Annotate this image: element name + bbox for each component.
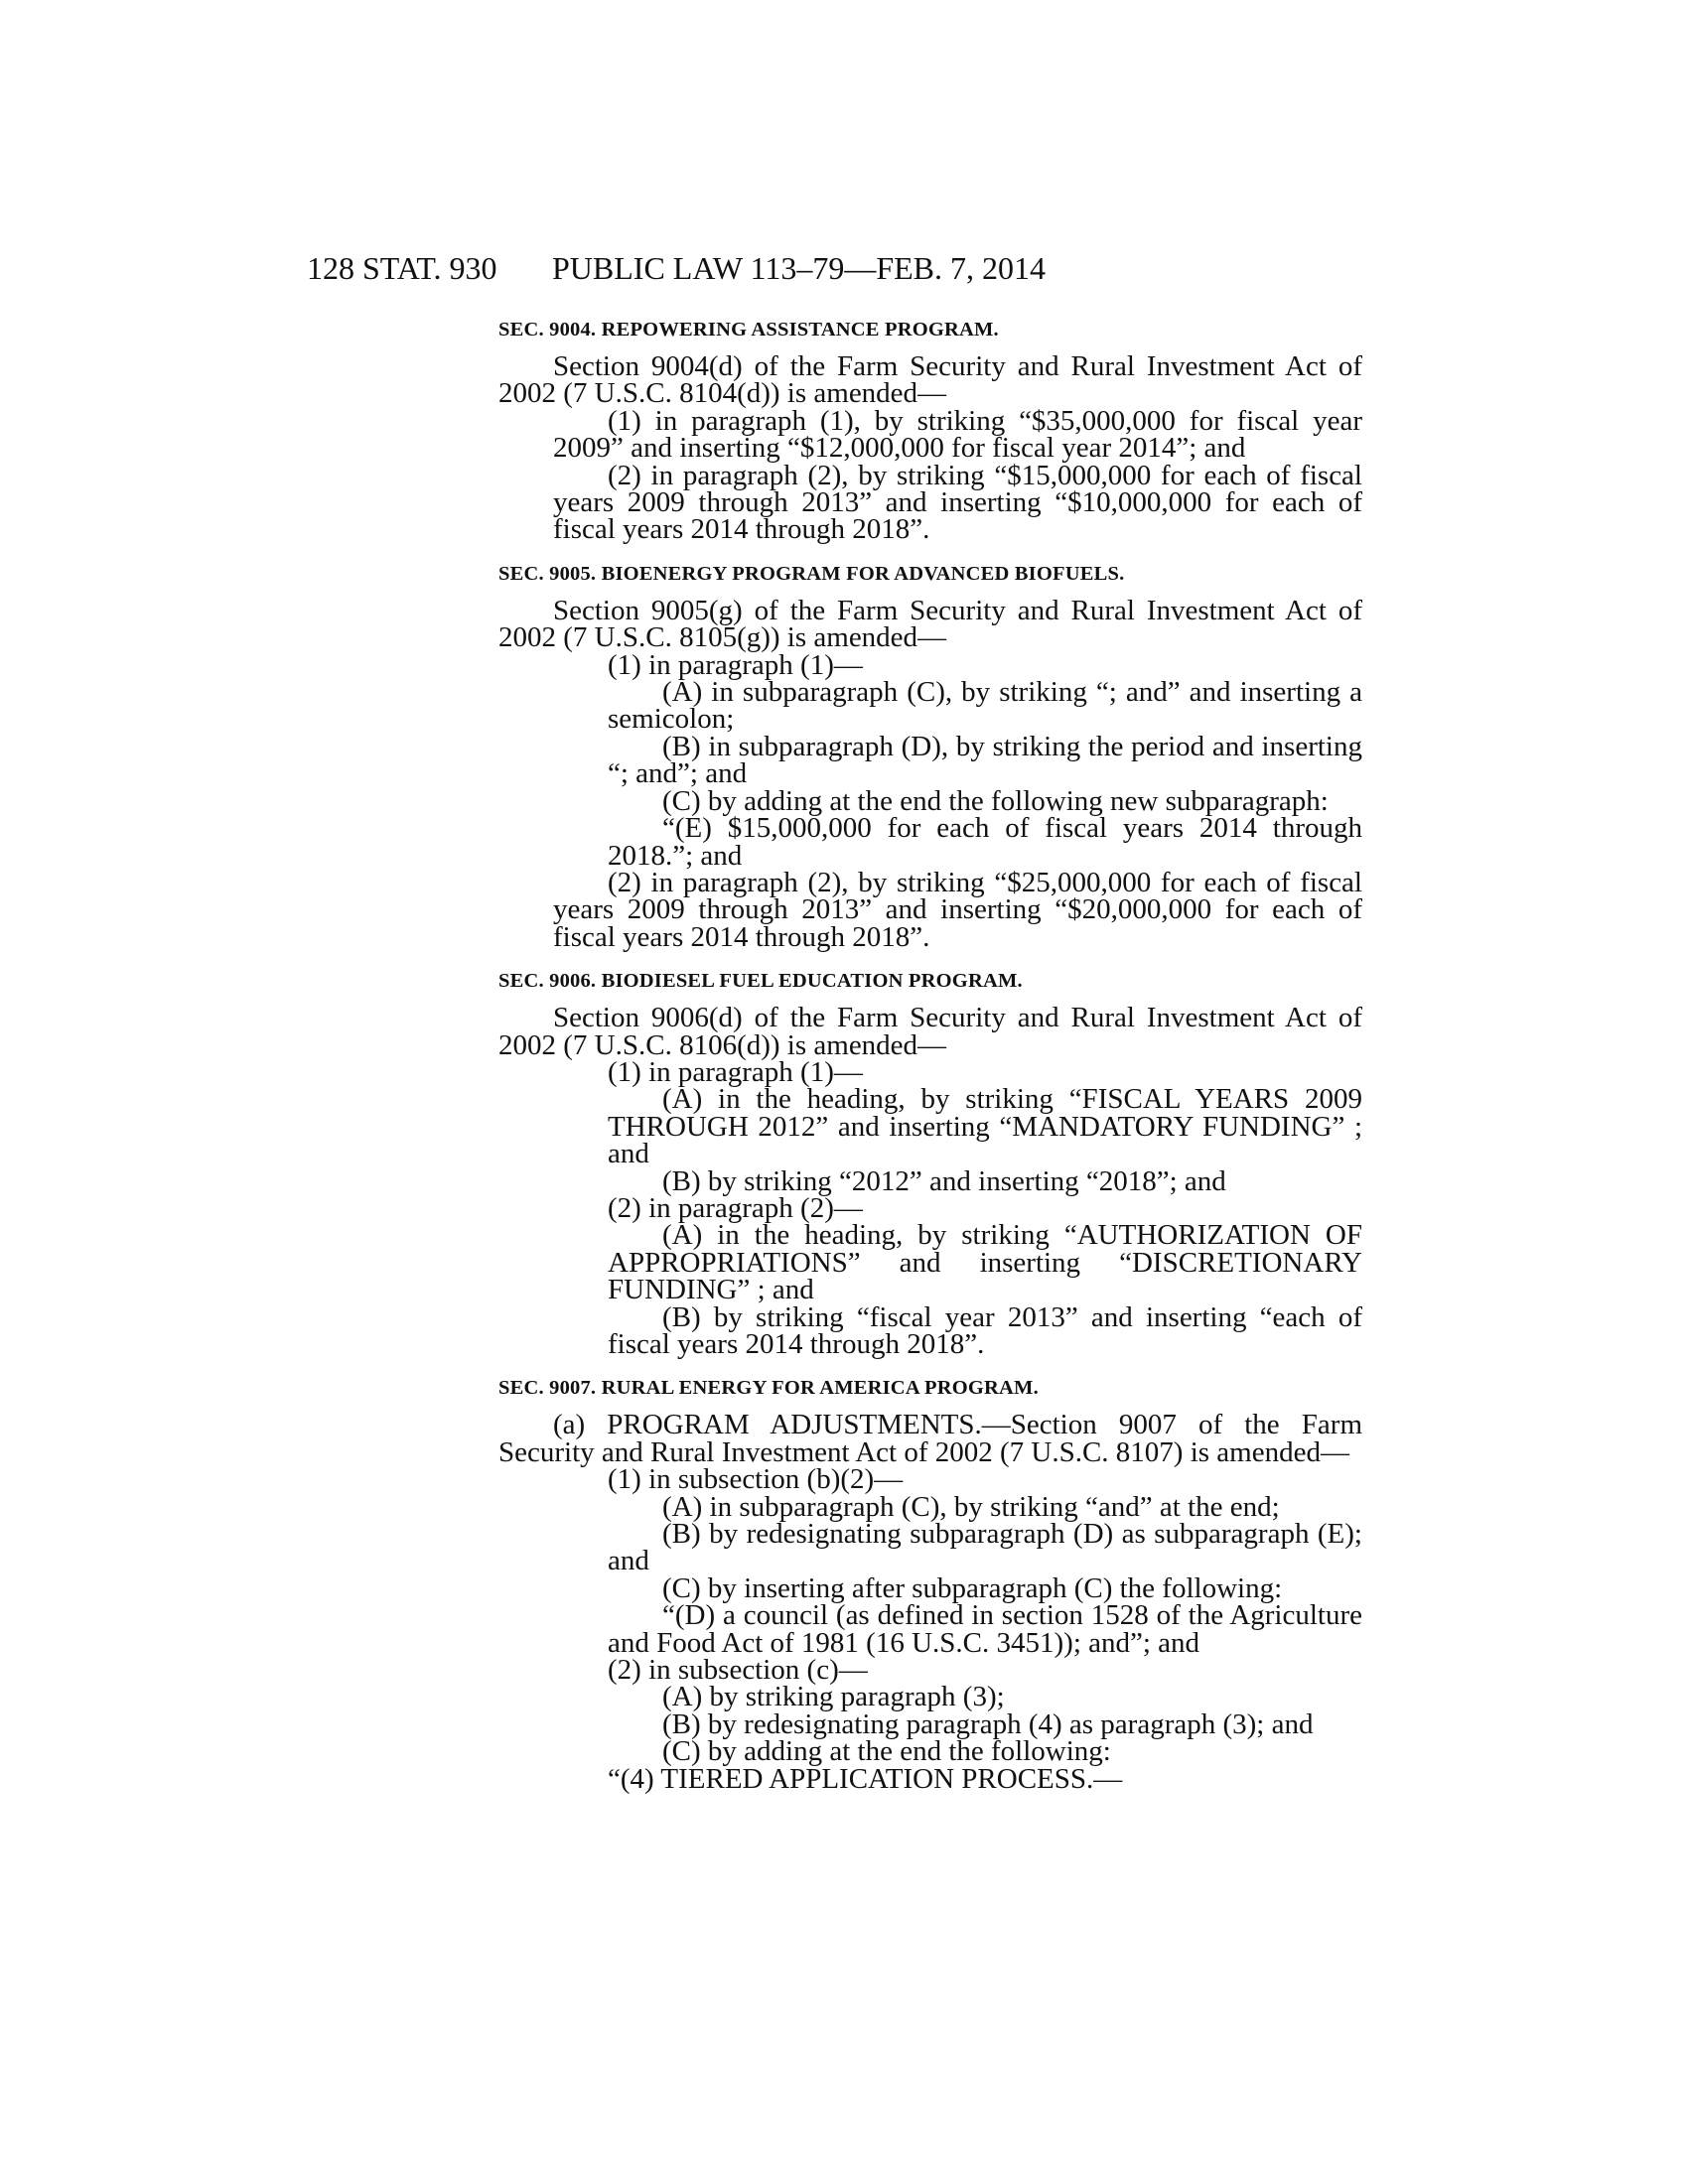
section-paragraph: (A) in the heading, by striking “AUTHORIZATION OF APPROPRIATIONS” and inserting “DISCRETIONARY FUNDING” ; and <box>608 1219 1362 1306</box>
stat-reference: 128 STAT. 930 <box>307 250 497 286</box>
section-paragraph: (A) in the heading, by striking “FISCAL YEARS 2009 THROUGH 2012” and inserting “MANDATORY FUNDING” ; and <box>608 1083 1362 1170</box>
section-paragraph: (1) in subsection (b)(2)— <box>608 1463 904 1496</box>
section-paragraph: (1) in paragraph (1), by striking “$35,000,000 for fiscal year 2009” and inserting “$12,000,000 for fiscal year 2014”; and <box>553 404 1362 465</box>
section-1 <box>498 562 1362 951</box>
law-title: PUBLIC LAW 113–79—FEB. 7, 2014 <box>552 250 1047 286</box>
section-paragraph: (2) in subsection (c)— <box>608 1654 868 1687</box>
section-paragraph: “(E) $15,000,000 for each of fiscal years 2014 through 2018.”; and <box>608 812 1362 872</box>
section-paragraph: (C) by inserting after subparagraph (C) the following: <box>662 1571 1283 1604</box>
section-paragraph: Section 9004(d) of the Farm Security and Rural Investment Act of 2002 (7 U.S.C. 8104(d)) is amended— <box>498 350 1362 410</box>
section-heading: SEC. 9005. BIOENERGY PROGRAM FOR ADVANCED BIOFUELS. <box>498 562 1125 585</box>
section-paragraph: Section 9005(g) of the Farm Security and Rural Investment Act of 2002 (7 U.S.C. 8105(g)) is amended— <box>498 594 1362 654</box>
section-paragraph: (B) by striking “2012” and inserting “2018”; and <box>662 1164 1226 1197</box>
section-paragraph: (1) in paragraph (1)— <box>608 1055 863 1088</box>
section-paragraph: (A) by striking paragraph (3); <box>662 1681 1005 1713</box>
section-paragraph: (A) in subparagraph (C), by striking “and” at the end; <box>662 1490 1280 1523</box>
section-paragraph: (a) PROGRAM ADJUSTMENTS.—Section 9007 of the Farm Security and Rural Investment Act of 2002 (7 U.S.C. 8107) is amended— <box>498 1409 1362 1468</box>
section-2 <box>498 969 1362 1358</box>
section-heading: SEC. 9004. REPOWERING ASSISTANCE PROGRAM. <box>498 319 999 341</box>
document-body <box>498 318 1362 1811</box>
section-paragraph: (2) in paragraph (2), by striking “$15,000,000 for each of fiscal years 2009 through 2013” and inserting “$10,000,000 for each of fiscal years 2014 through 2018”. <box>553 459 1362 546</box>
section-paragraph: (B) by redesignating subparagraph (D) as subparagraph (E); and <box>608 1518 1362 1577</box>
section-paragraph: (B) by striking “fiscal year 2013” and inserting “each of fiscal years 2014 through 2018”. <box>608 1300 1362 1360</box>
section-paragraph: (C) by adding at the end the following new subparagraph: <box>662 784 1329 817</box>
section-paragraph: (C) by adding at the end the following: <box>662 1735 1111 1768</box>
section-paragraph: (B) by redesignating paragraph (4) as paragraph (3); and <box>662 1707 1314 1740</box>
section-0 <box>498 318 1362 544</box>
page-header <box>0 250 1688 290</box>
section-paragraph: (2) in paragraph (2)— <box>608 1191 863 1224</box>
section-paragraph: (2) in paragraph (2), by striking “$25,000,000 for each of fiscal years 2009 through 2013” and inserting “$20,000,000 for each of fiscal years 2014 through 2018”. <box>553 866 1362 953</box>
section-paragraph: Section 9006(d) of the Farm Security and Rural Investment Act of 2002 (7 U.S.C. 8106(d)) is amended— <box>498 1002 1362 1061</box>
section-paragraph: “(D) a council (as defined in section 1528 of the Agriculture and Food Act of 1981 (16 U.S.C. 3451)); and”; and <box>608 1599 1362 1659</box>
section-3 <box>498 1376 1362 1793</box>
section-heading: SEC. 9006. BIODIESEL FUEL EDUCATION PROGRAM. <box>498 970 1023 993</box>
section-paragraph: (1) in paragraph (1)— <box>608 648 863 681</box>
section-heading: SEC. 9007. RURAL ENERGY FOR AMERICA PROGRAM. <box>498 1377 1039 1400</box>
section-paragraph: (B) in subparagraph (D), by striking the period and inserting “; and”; and <box>608 730 1362 790</box>
section-paragraph: (A) in subparagraph (C), by striking “; and” and inserting a semicolon; <box>608 676 1362 736</box>
section-paragraph: “(4) TIERED APPLICATION PROCESS.— <box>608 1762 1123 1795</box>
